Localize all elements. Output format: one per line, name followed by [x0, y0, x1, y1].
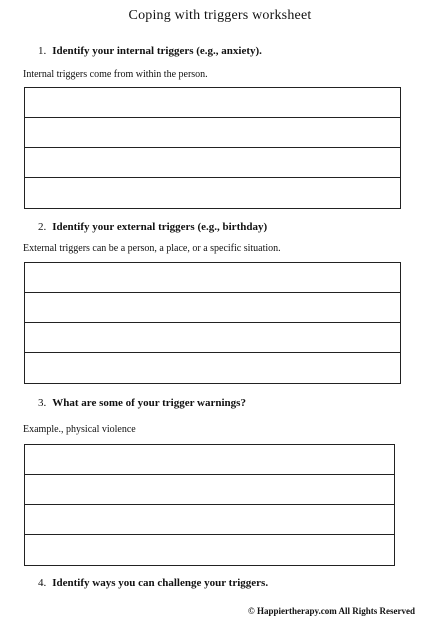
question-2-text: Identify your external triggers (e.g., birthday) — [52, 221, 268, 233]
question-1-text: Identify your internal triggers (e.g., anxiety). — [52, 45, 262, 57]
question-3-number: 3. — [38, 397, 47, 409]
answer-box-2[interactable] — [24, 262, 401, 384]
question-3-note: Example., physical violence — [23, 424, 136, 435]
question-3-text: What are some of your trigger warnings? — [52, 397, 246, 409]
answer-line[interactable] — [25, 535, 394, 565]
answer-line[interactable] — [25, 353, 400, 383]
question-2-number: 2. — [38, 221, 47, 233]
answer-line[interactable] — [25, 445, 394, 475]
copyright-footer: © Happiertherapy.com All Rights Reserved — [248, 606, 415, 616]
answer-line[interactable] — [25, 475, 394, 505]
answer-box-1[interactable] — [24, 87, 401, 209]
question-3 — [38, 397, 246, 409]
question-1-number: 1. — [38, 45, 47, 57]
question-2 — [38, 221, 267, 233]
question-1 — [38, 45, 262, 57]
answer-line[interactable] — [25, 323, 400, 353]
question-2-note: External triggers can be a person, a place, or a specific situation. — [23, 243, 281, 254]
question-4-number: 4. — [38, 577, 47, 589]
question-4-text: Identify ways you can challenge your triggers. — [52, 577, 269, 589]
question-1-note: Internal triggers come from within the person. — [23, 69, 208, 80]
answer-line[interactable] — [25, 148, 400, 178]
question-4 — [38, 577, 268, 589]
answer-line[interactable] — [25, 505, 394, 535]
answer-line[interactable] — [25, 293, 400, 323]
worksheet-title: Coping with triggers worksheet — [128, 8, 312, 23]
answer-line[interactable] — [25, 118, 400, 148]
answer-line[interactable] — [25, 178, 400, 208]
answer-line[interactable] — [25, 88, 400, 118]
answer-box-3[interactable] — [24, 444, 395, 566]
answer-line[interactable] — [25, 263, 400, 293]
